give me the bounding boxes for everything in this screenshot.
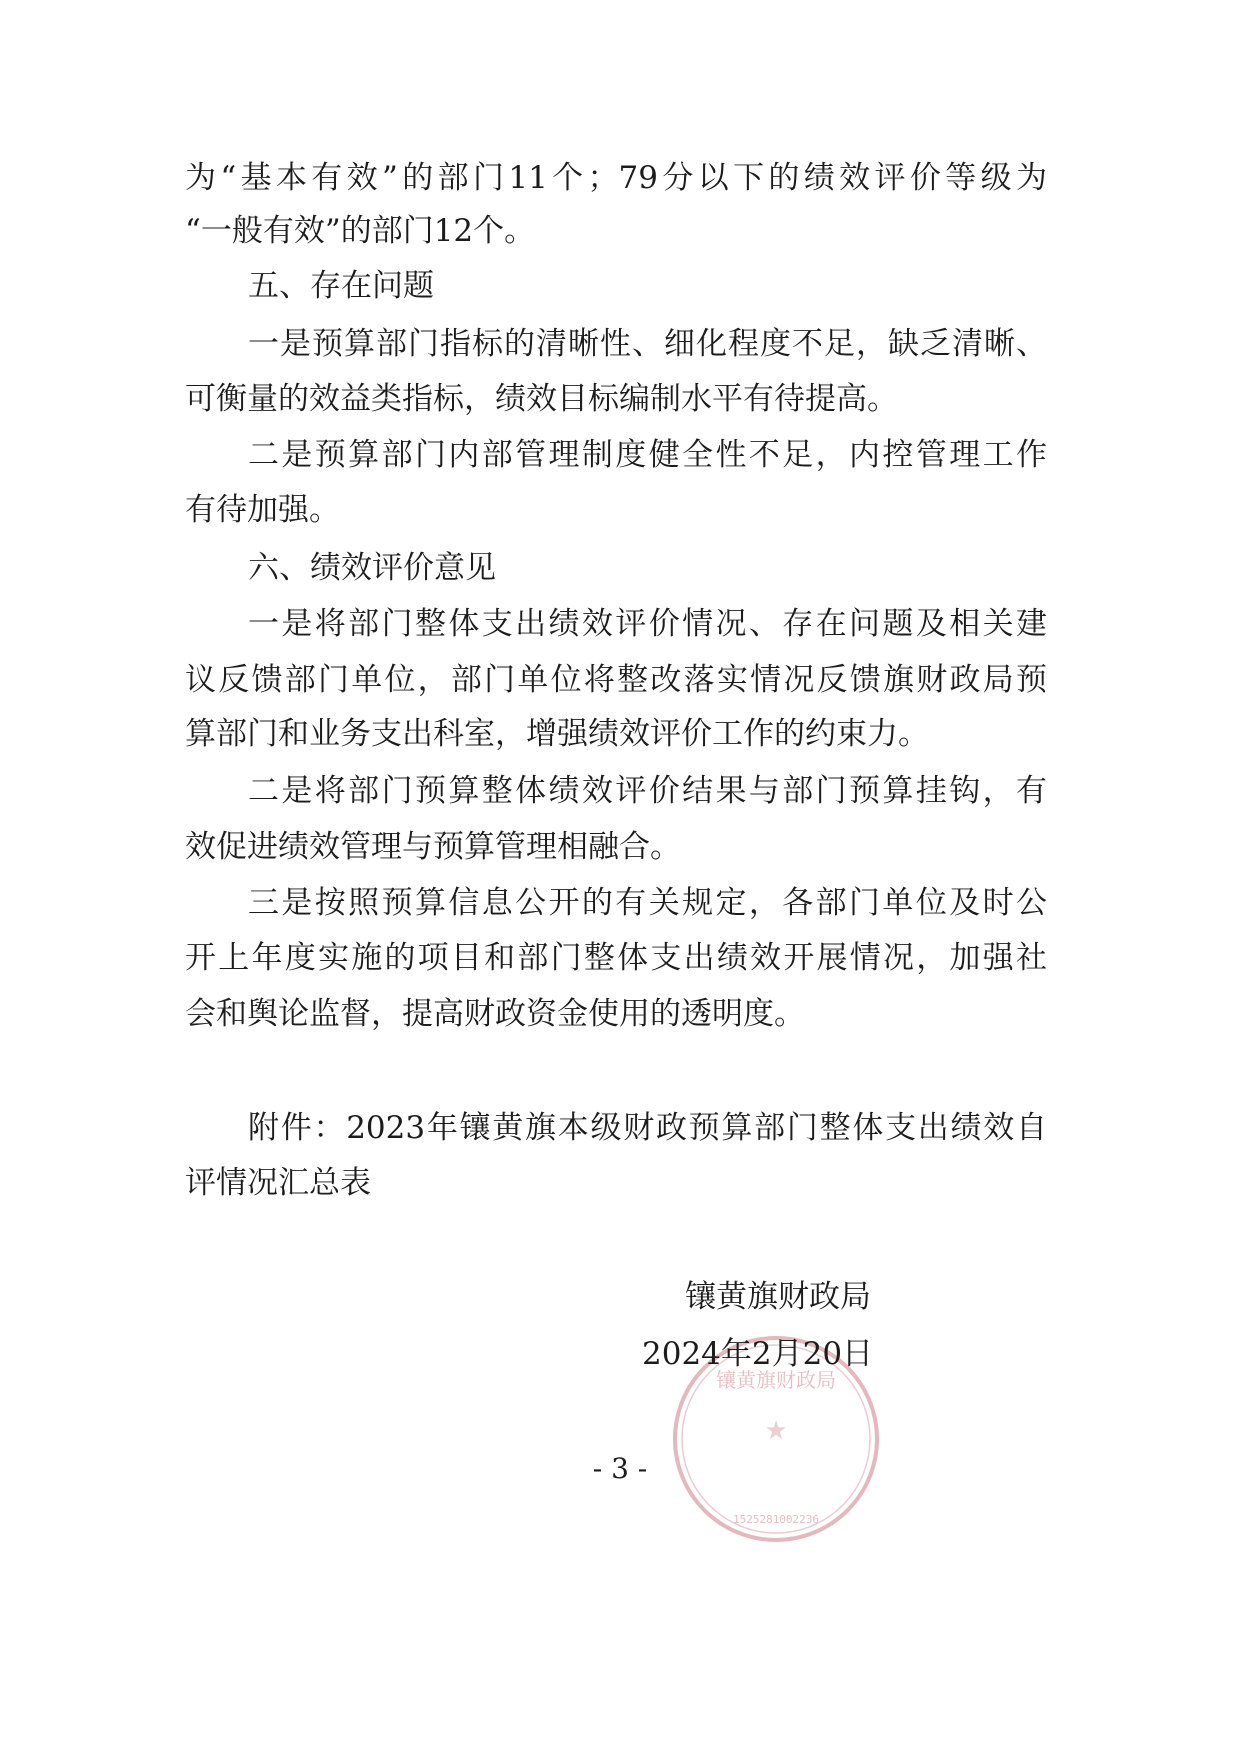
seal-star: ★ [764,1416,788,1446]
section-heading: 五、存在问题 [248,268,434,304]
paragraph-line: 算部门和业务支出科室，增强绩效评价工作的约束力。 [185,716,929,752]
paragraph-line: 为“基本有效”的部门11个；79分以下的绩效评价等级为 [185,160,1047,196]
signature-org: 镶黄旗财政局 [685,1279,871,1315]
attachment-line: 评情况汇总表 [185,1165,371,1201]
paragraph-line: 议反馈部门单位，部门单位将整改落实情况反馈旗财政局预 [185,662,1047,698]
paragraph-line: 一是将部门整体支出绩效评价情况、存在问题及相关建 [248,606,1047,642]
paragraph-line: 会和舆论监督，提高财政资金使用的透明度。 [185,996,805,1032]
paragraph-line: 可衡量的效益类指标，绩效目标编制水平有待提高。 [185,381,898,417]
page-number: - 3 - [592,1452,648,1485]
attachment-line: 附件：2023年镶黄旗本级财政预算部门整体支出绩效自 [248,1110,1047,1146]
seal-code: 1525281002236 [732,1513,820,1526]
paragraph-line: 二是预算部门内部管理制度健全性不足，内控管理工作 [248,437,1047,473]
paragraph-line: 一是预算部门指标的清晰性、细化程度不足，缺乏清晰、 [248,326,1047,362]
paragraph-line: “一般有效”的部门12个。 [185,213,536,249]
paragraph-line: 三是按照预算信息公开的有关规定，各部门单位及时公 [248,885,1047,921]
paragraph-line: 二是将部门预算整体绩效评价结果与部门预算挂钩，有 [248,773,1047,809]
paragraph-line: 开上年度实施的项目和部门整体支出绩效开展情况，加强社 [185,940,1047,976]
section-heading: 六、绩效评价意见 [248,550,496,586]
seal-text: 镶黄旗财政局 [716,1368,836,1392]
paragraph-line: 效促进绩效管理与预算管理相融合。 [185,829,681,865]
paragraph-line: 有待加强。 [185,492,340,528]
signature-date: 2024年2月20日 [642,1336,874,1372]
